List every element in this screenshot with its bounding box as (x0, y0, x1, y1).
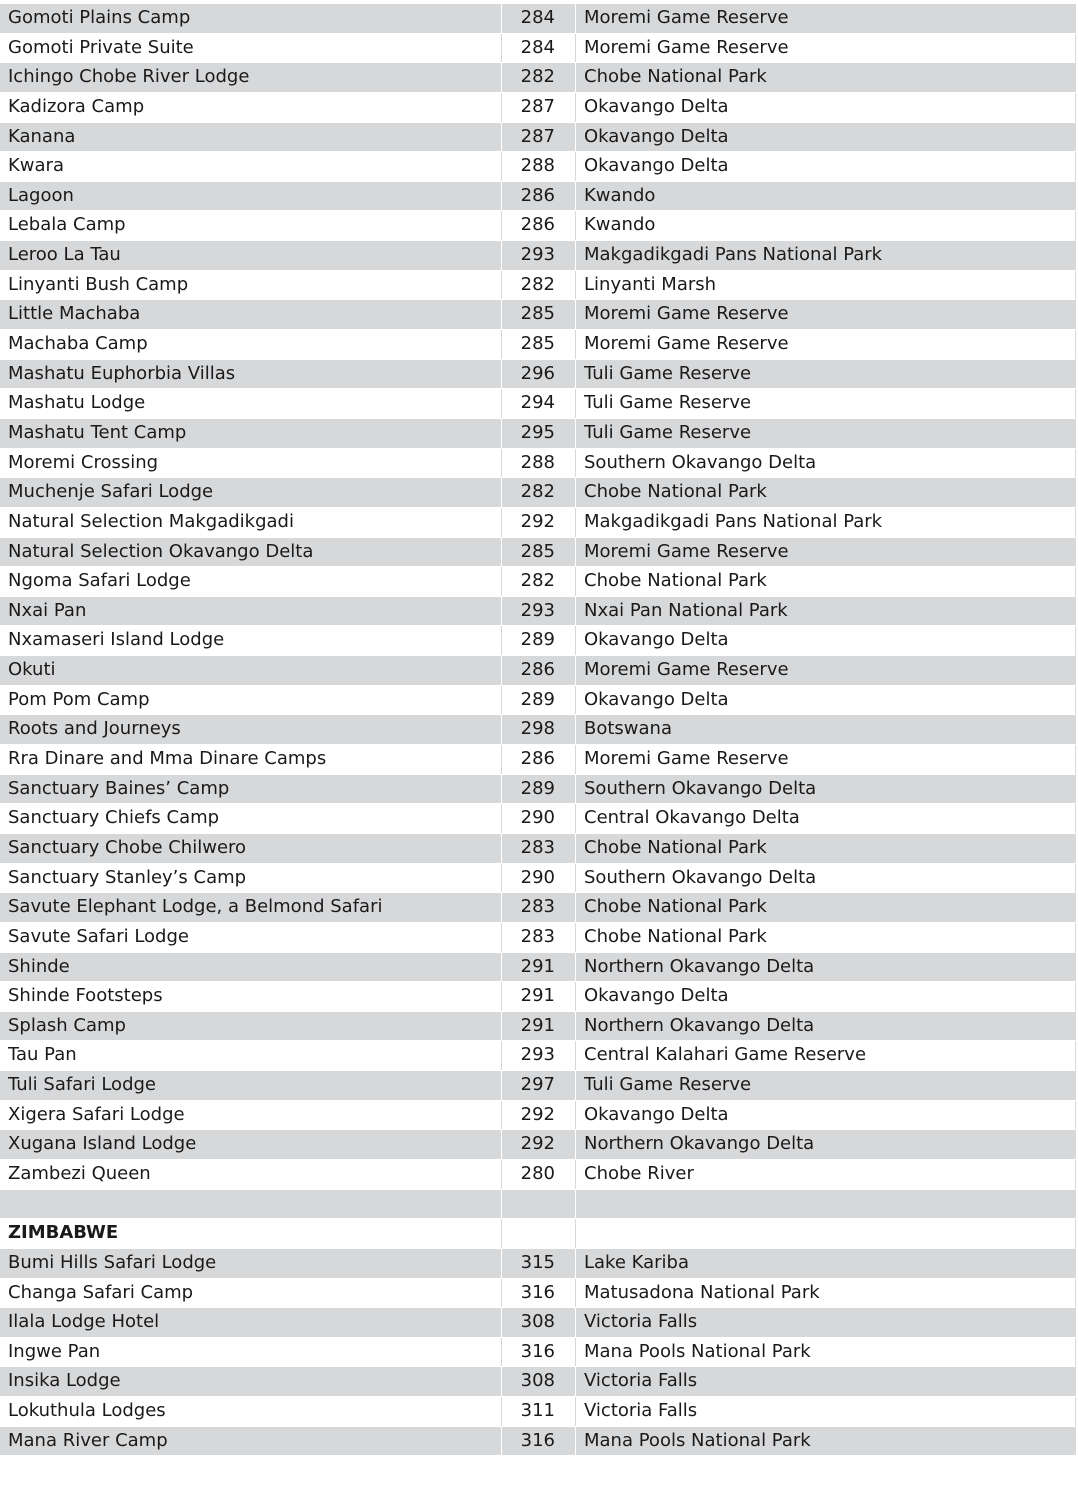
lodge-name-cell: Ingwe Pan (0, 1338, 502, 1367)
lodge-name-cell: Kadizora Camp (0, 93, 502, 122)
location-cell: Southern Okavango Delta (584, 451, 817, 473)
page-number-cell: 293 (502, 241, 576, 270)
page-number-cell: 284 (502, 34, 576, 63)
table-row (0, 389, 1076, 419)
page-number-cell: 283 (502, 893, 576, 922)
page-number-cell: 285 (502, 300, 576, 329)
table-row (0, 1012, 1076, 1042)
table-row (0, 864, 1076, 894)
location-cell: Chobe National Park (584, 896, 767, 918)
lodge-name-cell: Splash Camp (0, 1012, 502, 1041)
lodge-name-cell: Savute Elephant Lodge, a Belmond Safari (0, 893, 502, 922)
table-row (0, 241, 1076, 271)
table-row (0, 123, 1076, 153)
page-number-cell: 285 (502, 538, 576, 567)
table-row (0, 1160, 1076, 1190)
page-number-cell: 292 (502, 508, 576, 537)
page-number-cell: 291 (502, 953, 576, 982)
location-cell: Nxai Pan National Park (584, 599, 788, 621)
spacer-row (0, 1190, 1076, 1220)
lodge-name-cell: Nxamaseri Island Lodge (0, 626, 502, 655)
page-number-cell: 295 (502, 419, 576, 448)
table-row (0, 1279, 1076, 1309)
lodge-name-cell: Mashatu Euphorbia Villas (0, 360, 502, 389)
location-cell: Makgadikgadi Pans National Park (584, 244, 883, 266)
page-number-cell: 287 (502, 93, 576, 122)
location-cell: Botswana (584, 718, 672, 740)
lodge-name-cell: Lebala Camp (0, 211, 502, 240)
lodge-name-cell: Lokuthula Lodges (0, 1397, 502, 1426)
location-cell: Northern Okavango Delta (584, 955, 815, 977)
table-row (0, 1130, 1076, 1160)
location-cell: Okavango Delta (584, 688, 729, 710)
lodge-name-cell: Natural Selection Makgadikgadi (0, 508, 502, 537)
page-number-cell: 315 (502, 1249, 576, 1278)
page-number-cell: 287 (502, 123, 576, 152)
table-row (0, 745, 1076, 775)
lodge-name-cell: Tuli Safari Lodge (0, 1071, 502, 1100)
location-cell: Kwando (584, 214, 656, 236)
page-number-cell: 288 (502, 449, 576, 478)
table-row (0, 4, 1076, 34)
table-row (0, 1397, 1076, 1427)
lodge-name-cell: Insika Lodge (0, 1367, 502, 1396)
page-number-cell: 291 (502, 982, 576, 1011)
lodge-index-table (0, 3, 1076, 1456)
page-number-cell: 308 (502, 1367, 576, 1396)
location-cell: Tuli Game Reserve (584, 421, 752, 443)
table-row (0, 686, 1076, 716)
lodge-name-cell: Savute Safari Lodge (0, 923, 502, 952)
page-number-cell: 286 (502, 745, 576, 774)
location-cell: Chobe River (584, 1162, 694, 1184)
page-number-cell: 293 (502, 597, 576, 626)
table-row (0, 1101, 1076, 1131)
lodge-name-cell: Shinde Footsteps (0, 982, 502, 1011)
location-cell: Okavango Delta (584, 155, 729, 177)
table-row (0, 775, 1076, 805)
lodge-name-cell: Sanctuary Baines’ Camp (0, 775, 502, 804)
page-number-cell: 289 (502, 626, 576, 655)
table-row (0, 804, 1076, 834)
location-cell: Okavango Delta (584, 125, 729, 147)
page-number-cell: 297 (502, 1071, 576, 1100)
table-row (0, 93, 1076, 123)
page-number-cell: 311 (502, 1397, 576, 1426)
table-row (0, 360, 1076, 390)
table-row (0, 1249, 1076, 1279)
location-cell: Matusadona National Park (584, 1281, 820, 1303)
page-number-cell: 282 (502, 478, 576, 507)
location-cell: Makgadikgadi Pans National Park (584, 510, 883, 532)
location-cell: Tuli Game Reserve (584, 392, 752, 414)
location-cell: Central Kalahari Game Reserve (584, 1044, 867, 1066)
location-cell: Southern Okavango Delta (584, 777, 817, 799)
lodge-name-cell: Nxai Pan (0, 597, 502, 626)
page-number-cell: 298 (502, 715, 576, 744)
lodge-name-cell: Kanana (0, 123, 502, 152)
lodge-name-cell (0, 1190, 502, 1219)
lodge-name-cell: Roots and Journeys (0, 715, 502, 744)
lodge-name-cell: Sanctuary Chiefs Camp (0, 804, 502, 833)
page-number-cell: 296 (502, 360, 576, 389)
table-row (0, 656, 1076, 686)
location-cell: Victoria Falls (584, 1400, 698, 1422)
location-cell: Mana Pools National Park (584, 1340, 811, 1362)
page-number-cell: 286 (502, 211, 576, 240)
table-row (0, 63, 1076, 93)
table-row (0, 211, 1076, 241)
table-row (0, 567, 1076, 597)
table-row (0, 419, 1076, 449)
lodge-name-cell: Tau Pan (0, 1041, 502, 1070)
location-cell: Moremi Game Reserve (584, 36, 789, 58)
location-cell: Chobe National Park (584, 570, 767, 592)
page-number-cell: 316 (502, 1427, 576, 1456)
location-cell: Victoria Falls (584, 1370, 698, 1392)
table-row (0, 1308, 1076, 1338)
page-number-cell: 291 (502, 1012, 576, 1041)
table-row (0, 300, 1076, 330)
lodge-name-cell: Sanctuary Stanley’s Camp (0, 864, 502, 893)
table-row (0, 508, 1076, 538)
page-number-cell: 282 (502, 271, 576, 300)
table-row (0, 271, 1076, 301)
page-number-cell: 285 (502, 330, 576, 359)
lodge-name-cell: Bumi Hills Safari Lodge (0, 1249, 502, 1278)
lodge-name-cell: Gomoti Private Suite (0, 34, 502, 63)
page-number-cell (502, 1190, 576, 1219)
lodge-name-cell: Changa Safari Camp (0, 1279, 502, 1308)
table-row (0, 597, 1076, 627)
page-number-cell: 308 (502, 1308, 576, 1337)
page-number-cell: 284 (502, 4, 576, 33)
lodge-name-cell: Ilala Lodge Hotel (0, 1308, 502, 1337)
table-row (0, 478, 1076, 508)
page-number-cell: 290 (502, 864, 576, 893)
page-number-cell: 294 (502, 389, 576, 418)
table-row (0, 1427, 1076, 1457)
location-cell: Lake Kariba (584, 1251, 690, 1273)
location-cell (576, 1190, 1076, 1219)
location-cell: Chobe National Park (584, 836, 767, 858)
location-cell: Moremi Game Reserve (584, 303, 789, 325)
section-heading: ZIMBABWE (0, 1219, 502, 1248)
page-number-cell: 290 (502, 804, 576, 833)
table-row (0, 330, 1076, 360)
page-number-cell: 289 (502, 775, 576, 804)
lodge-name-cell: Natural Selection Okavango Delta (0, 538, 502, 567)
location-cell: Kwando (584, 184, 656, 206)
lodge-name-cell: Rra Dinare and Mma Dinare Camps (0, 745, 502, 774)
page-number-cell: 288 (502, 152, 576, 181)
location-cell (576, 1219, 1075, 1248)
location-cell: Central Okavango Delta (584, 807, 800, 829)
table-row (0, 923, 1076, 953)
table-row (0, 1367, 1076, 1397)
lodge-name-cell: Pom Pom Camp (0, 686, 502, 715)
lodge-name-cell: Linyanti Bush Camp (0, 271, 502, 300)
section-heading-row (0, 1219, 1076, 1249)
page-number-cell: 316 (502, 1338, 576, 1367)
table-row (0, 449, 1076, 479)
location-cell: Linyanti Marsh (584, 273, 717, 295)
table-row (0, 538, 1076, 568)
lodge-name-cell: Shinde (0, 953, 502, 982)
lodge-name-cell: Mashatu Tent Camp (0, 419, 502, 448)
location-cell: Northern Okavango Delta (584, 1133, 815, 1155)
lodge-name-cell: Kwara (0, 152, 502, 181)
lodge-name-cell: Mashatu Lodge (0, 389, 502, 418)
table-row (0, 1338, 1076, 1368)
location-cell: Okavango Delta (584, 95, 729, 117)
page-number-cell: 286 (502, 656, 576, 685)
lodge-name-cell: Lagoon (0, 182, 502, 211)
location-cell: Chobe National Park (584, 481, 767, 503)
location-cell: Chobe National Park (584, 66, 767, 88)
table-row (0, 715, 1076, 745)
lodge-name-cell: Sanctuary Chobe Chilwero (0, 834, 502, 863)
page-number-cell: 283 (502, 923, 576, 952)
lodge-name-cell: Xugana Island Lodge (0, 1130, 502, 1159)
location-cell: Tuli Game Reserve (584, 1074, 752, 1096)
table-row (0, 34, 1076, 64)
table-row (0, 152, 1076, 182)
page-number-cell (502, 1219, 576, 1248)
page-number-cell: 282 (502, 567, 576, 596)
lodge-name-cell: Mana River Camp (0, 1427, 502, 1456)
lodge-name-cell: Gomoti Plains Camp (0, 4, 502, 33)
page-number-cell: 282 (502, 63, 576, 92)
lodge-name-cell: Leroo La Tau (0, 241, 502, 270)
location-cell: Southern Okavango Delta (584, 866, 817, 888)
table-row (0, 893, 1076, 923)
page-number-cell: 292 (502, 1130, 576, 1159)
location-cell: Moremi Game Reserve (584, 540, 789, 562)
lodge-name-cell: Muchenje Safari Lodge (0, 478, 502, 507)
table-row (0, 1071, 1076, 1101)
location-cell: Chobe National Park (584, 925, 767, 947)
page-number-cell: 316 (502, 1279, 576, 1308)
page-number-cell: 289 (502, 686, 576, 715)
table-row (0, 834, 1076, 864)
lodge-name-cell: Okuti (0, 656, 502, 685)
lodge-name-cell: Xigera Safari Lodge (0, 1101, 502, 1130)
location-cell: Okavango Delta (584, 629, 729, 651)
lodge-name-cell: Little Machaba (0, 300, 502, 329)
table-row (0, 626, 1076, 656)
location-cell: Okavango Delta (584, 1103, 729, 1125)
location-cell: Moremi Game Reserve (584, 659, 789, 681)
location-cell: Okavango Delta (584, 985, 729, 1007)
lodge-name-cell: Ichingo Chobe River Lodge (0, 63, 502, 92)
page-number-cell: 286 (502, 182, 576, 211)
table-row (0, 953, 1076, 983)
page-number-cell: 293 (502, 1041, 576, 1070)
location-cell: Moremi Game Reserve (584, 333, 789, 355)
lodge-name-cell: Zambezi Queen (0, 1160, 502, 1189)
location-cell: Victoria Falls (584, 1311, 698, 1333)
lodge-name-cell: Moremi Crossing (0, 449, 502, 478)
location-cell: Tuli Game Reserve (584, 362, 752, 384)
table-row (0, 182, 1076, 212)
location-cell: Northern Okavango Delta (584, 1014, 815, 1036)
lodge-name-cell: Machaba Camp (0, 330, 502, 359)
page-number-cell: 283 (502, 834, 576, 863)
location-cell: Mana Pools National Park (584, 1429, 811, 1451)
table-row (0, 982, 1076, 1012)
location-cell: Moremi Game Reserve (584, 748, 789, 770)
table-row (0, 1041, 1076, 1071)
page-number-cell: 280 (502, 1160, 576, 1189)
lodge-name-cell: Ngoma Safari Lodge (0, 567, 502, 596)
location-cell: Moremi Game Reserve (584, 7, 789, 28)
page-number-cell: 292 (502, 1101, 576, 1130)
